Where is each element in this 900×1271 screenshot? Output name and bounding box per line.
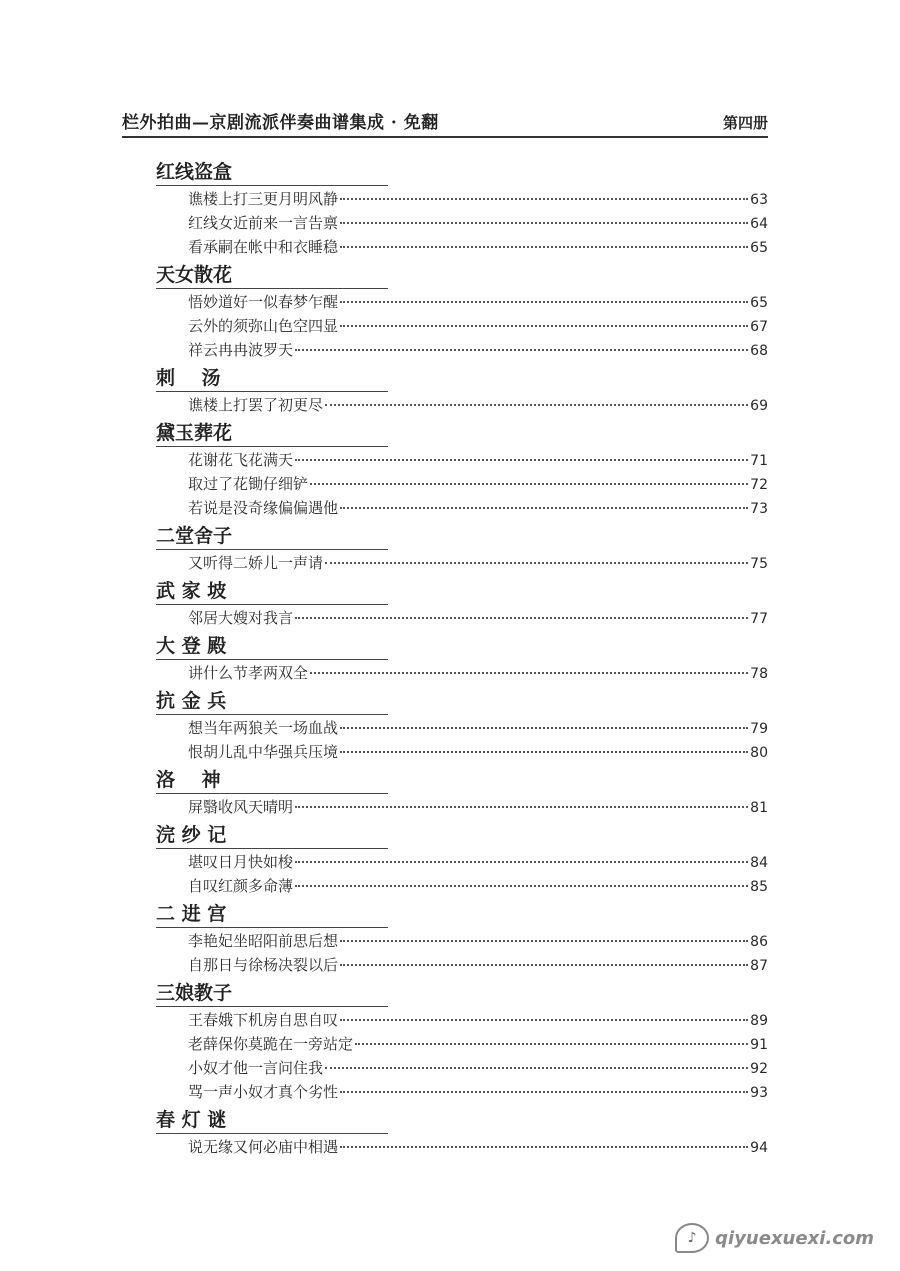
section-title: 天女散花 — [156, 263, 388, 289]
entry-title: 取过了花锄仔细铲 — [188, 475, 309, 493]
entry-title: 李艳妃坐昭阳前思后想 — [188, 932, 339, 950]
toc-section — [156, 421, 768, 520]
toc-section — [156, 263, 768, 362]
section-title: 红线盗盒 — [156, 160, 388, 186]
dot-leader — [325, 562, 748, 564]
entry-title: 自那日与徐杨决裂以后 — [188, 956, 339, 974]
entry-title: 讲什么节孝两双全 — [188, 664, 309, 682]
dot-leader — [295, 617, 748, 619]
entry-title: 小奴才他一言问住我 — [188, 1059, 324, 1077]
toc-entry — [156, 850, 768, 874]
volume-label: 第四册 — [722, 114, 768, 132]
entry-page-number: 87 — [750, 958, 768, 974]
dot-leader — [340, 325, 748, 327]
entry-title: 红线女近前来一言告禀 — [188, 214, 339, 232]
toc-section — [156, 1108, 768, 1159]
entry-title: 邻居大嫂对我言 — [188, 609, 294, 627]
watermark-logo-icon: ♪ — [675, 1223, 709, 1253]
entry-title: 看承嗣在帐中和衣睡稳 — [188, 238, 339, 256]
section-title: 洛 神 — [156, 768, 388, 794]
section-title: 浣 纱 记 — [156, 823, 388, 849]
toc-entry — [156, 740, 768, 764]
entry-title: 堪叹日月快如梭 — [188, 853, 294, 871]
entry-title: 悟妙道好一似春梦乍醒 — [188, 293, 339, 311]
entry-page-number: 68 — [750, 343, 768, 359]
entry-page-number: 67 — [750, 319, 768, 335]
entry-title: 云外的须弥山色空四显 — [188, 317, 339, 335]
entry-page-number: 80 — [750, 745, 768, 761]
toc-entry — [156, 795, 768, 819]
toc-section — [156, 524, 768, 575]
entry-title: 骂一声小奴才真个劣性 — [188, 1083, 339, 1101]
entry-title: 说无缘又何必庙中相遇 — [188, 1138, 339, 1156]
entry-page-number: 72 — [750, 477, 768, 493]
toc-entry — [156, 472, 768, 496]
dot-leader — [295, 885, 748, 887]
entry-title: 谯楼上打三更月明风静 — [188, 190, 339, 208]
dot-leader — [340, 964, 748, 966]
entry-page-number: 81 — [750, 800, 768, 816]
dot-leader — [340, 1146, 748, 1148]
toc-section — [156, 689, 768, 764]
section-title: 春 灯 谜 — [156, 1108, 388, 1134]
dot-leader — [295, 459, 748, 461]
section-title: 二 进 宫 — [156, 902, 388, 928]
toc-entry — [156, 1056, 768, 1080]
toc-section — [156, 579, 768, 630]
dot-leader — [325, 1067, 748, 1069]
dot-leader — [295, 806, 748, 808]
dot-leader — [340, 198, 748, 200]
entry-page-number: 64 — [750, 216, 768, 232]
page-header — [122, 103, 768, 138]
entry-page-number: 84 — [750, 855, 768, 871]
toc-entry — [156, 338, 768, 362]
dot-leader — [340, 246, 748, 248]
toc-entry — [156, 953, 768, 977]
toc-section — [156, 160, 768, 259]
entry-page-number: 75 — [750, 556, 768, 572]
section-title: 武 家 坡 — [156, 579, 388, 605]
toc-section — [156, 634, 768, 685]
entry-page-number: 65 — [750, 240, 768, 256]
dot-leader — [340, 727, 748, 729]
toc-entry — [156, 1008, 768, 1032]
toc-entry — [156, 551, 768, 575]
dot-leader — [340, 940, 748, 942]
entry-title: 想当年两狼关一场血战 — [188, 719, 339, 737]
dot-leader — [340, 507, 748, 509]
dot-leader — [310, 672, 748, 674]
toc-entry — [156, 290, 768, 314]
section-title: 二堂舍子 — [156, 524, 388, 550]
section-title: 黛玉葬花 — [156, 421, 388, 447]
entry-title: 谯楼上打罢了初更尽 — [188, 396, 324, 414]
entry-page-number: 94 — [750, 1140, 768, 1156]
toc-section — [156, 902, 768, 977]
toc-entry — [156, 661, 768, 685]
toc-entry — [156, 314, 768, 338]
dot-leader — [340, 222, 748, 224]
dot-leader — [340, 1091, 748, 1093]
entry-page-number: 69 — [750, 398, 768, 414]
dot-leader — [325, 404, 748, 406]
entry-title: 屏翳收风天晴明 — [188, 798, 294, 816]
entry-page-number: 79 — [750, 721, 768, 737]
entry-page-number: 71 — [750, 453, 768, 469]
section-title: 刺 汤 — [156, 366, 388, 392]
dot-leader — [340, 1019, 748, 1021]
table-of-contents — [156, 160, 768, 1163]
entry-title: 老薛保你莫跪在一旁站定 — [188, 1035, 354, 1053]
entry-page-number: 92 — [750, 1061, 768, 1077]
entry-page-number: 77 — [750, 611, 768, 627]
toc-entry — [156, 393, 768, 417]
entry-title: 王春娥下机房自思自叹 — [188, 1011, 339, 1029]
dot-leader — [355, 1043, 748, 1045]
entry-title: 花谢花飞花满天 — [188, 451, 294, 469]
toc-section — [156, 366, 768, 417]
entry-title: 自叹红颜多命薄 — [188, 877, 294, 895]
entry-title: 祥云冉冉波罗天 — [188, 341, 294, 359]
entry-page-number: 65 — [750, 295, 768, 311]
entry-page-number: 91 — [750, 1037, 768, 1053]
entry-page-number: 89 — [750, 1013, 768, 1029]
entry-page-number: 73 — [750, 501, 768, 517]
watermark-text: qiyuexuexi.com — [715, 1227, 874, 1249]
dot-leader — [310, 483, 748, 485]
entry-title: 又听得二娇儿一声请 — [188, 554, 324, 572]
toc-entry — [156, 929, 768, 953]
section-title: 抗 金 兵 — [156, 689, 388, 715]
entry-page-number: 93 — [750, 1085, 768, 1101]
toc-entry — [156, 606, 768, 630]
toc-entry — [156, 1135, 768, 1159]
entry-title: 若说是没奇缘偏偏遇他 — [188, 499, 339, 517]
toc-entry — [156, 211, 768, 235]
dot-leader — [340, 301, 748, 303]
toc-entry — [156, 187, 768, 211]
entry-page-number: 78 — [750, 666, 768, 682]
toc-section — [156, 823, 768, 898]
toc-entry — [156, 448, 768, 472]
dot-leader — [340, 751, 748, 753]
toc-entry — [156, 716, 768, 740]
entry-title: 恨胡儿乱中华强兵压境 — [188, 743, 339, 761]
dot-leader — [295, 861, 748, 863]
watermark — [675, 1218, 874, 1258]
toc-entry — [156, 1080, 768, 1104]
toc-entry — [156, 1032, 768, 1056]
entry-page-number: 63 — [750, 192, 768, 208]
toc-entry — [156, 496, 768, 520]
section-title: 大 登 殿 — [156, 634, 388, 660]
toc-entry — [156, 874, 768, 898]
toc-section — [156, 768, 768, 819]
section-title: 三娘教子 — [156, 981, 388, 1007]
entry-page-number: 86 — [750, 934, 768, 950]
entry-page-number: 85 — [750, 879, 768, 895]
toc-section — [156, 981, 768, 1104]
book-title: 栏外拍曲—京剧流派伴奏曲谱集成 · 免翻 — [122, 113, 439, 133]
dot-leader — [295, 349, 748, 351]
toc-entry — [156, 235, 768, 259]
